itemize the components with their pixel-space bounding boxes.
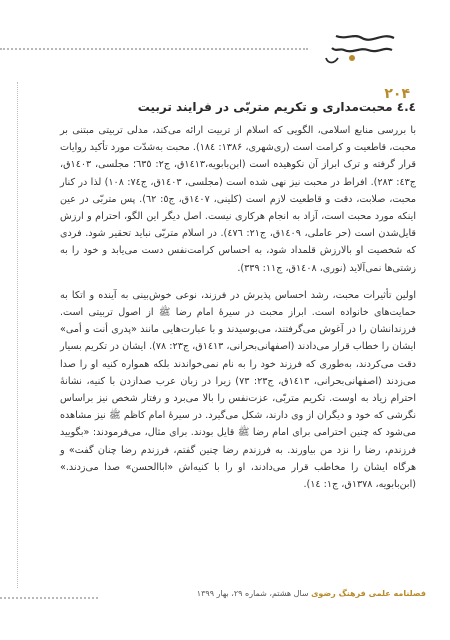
section-heading [60,100,416,114]
footer-dotted-rule [0,597,98,599]
footer-text [100,589,426,598]
side-dotted-rule [17,82,19,588]
page-number: ۲۰۴ [384,86,410,102]
paragraph-1: با بررسی منابع اسلامی، الگویی که اسلام از تربیت ارائه می‌کند، مدلی تربیتی مبتنی بر محبت، قاطعیت و کرامت است (ری‌شهری، ۱۳۸۶: ۱۸٤). محبت به‌شدّت مورد تأکید روایات قرار گرفته و ترک ابراز آن نکوهیده است (ابن‌بابویه،۱٤۱۳ق، ج۲: ٦۳٥؛ مجلسی، ۱٤۰۳ق، ج٤۳: ۲۸۳). افراط در محبت نیز نهی شده است (مجلسی، ۱٤۰۳ق، ج٧٤: ۱۰۸) لذا در کنار محبت، صلابت، دقت و قاطعیت لازم است (کلینی، ۱٤۰۷ق، ج٥: ٦٢). پس متربّی در عین اینکه مورد محبت است، آزاد به انجام هرکاری نیست. اصل دیگر این الگو، احترام و ارزش قایل‌شدن است (حر عاملی، ۱٤۰۹ق، ج۲۱: ٤٧٦). در اسلام متربّی نباید تحقیر شود. فردی که شخصیت او بالارزش قلمداد شود، به احساس کرامت‌نفس دست می‌یابد و خود را به زشتی‌ها نمی‌آلاید (نوری، ۱٤۰۸ق، ج۱۱: ۳۳۹). [60,125,416,274]
issue-info: سال هشتم، شماره ۲۹، بهار ۱۳۹۹ [196,589,309,598]
paragraph-2: اولین تأثیرات محبت، رشد احساس پذیرش در فرزند، نوعی خوش‌بینی به آینده و اتکا به حمایت‌های خانواده است. ابراز محبت در سیرهٔ امام رضا ﷺ از اصول تربیتی است. فرزندانشان را در آغوش می‌گرفتند، می‌بوسیدند و با عبارت‌هایی مانند «پدری أنت و أمی» ایشان را خطاب قرار می‌دادند (اصفهانی‌بحرانی، ۱٤۱۳ق، ج۲۳: ٧۸). ایشان در تکریم بسیار دقت می‌کردند، به‌طوری که فرزند خود را به نام نمی‌خواندند بلکه همواره کنیه او را صدا می‌زدند (اصفهانی‌بحرانی، ۱٤۱۳ق، ج۲۳: ٧۳) زیرا در زبان عرب صدازدن با کنیه، نشانهٔ احترام زیاد به اوست. تکریم متربّی، عزت‌نفس را بالا می‌برد و رفتار شخص نیز براساس نگرشی که خود و دیگران از وی دارند، شکل می‌گیرد. در سیرهٔ امام کاظم ﷺ نیز مشاهده می‌شود که چنین احترامی برای امام رضا ﷺ قایل بودند. برای مثال، می‌فرمودند: «بگویید فرزندم، رضا را نزد من بیاورند. به فرزندم رضا چنین گفتم، فرزندم رضا چنان گفت» و هرگاه ایشان را مخاطب قرار می‌دادند، او را با کنیه‌اش «اباالحسن» صدا می‌زدند.» (ابن‌بابویه، ۱۳۷۸ق، ج۱: ۱٤). [60,289,416,491]
header-dotted-rule [0,30,308,54]
body-text [60,122,416,503]
footer [0,586,450,608]
section-number: ٤.٤ [396,100,416,114]
section-title: محبت‌مداری و تکریم متربّی در فرایند تربیت [137,100,393,114]
journal-name: فصلنامه علمی فرهنگ رضوی [311,589,426,598]
journal-logo [322,24,402,70]
